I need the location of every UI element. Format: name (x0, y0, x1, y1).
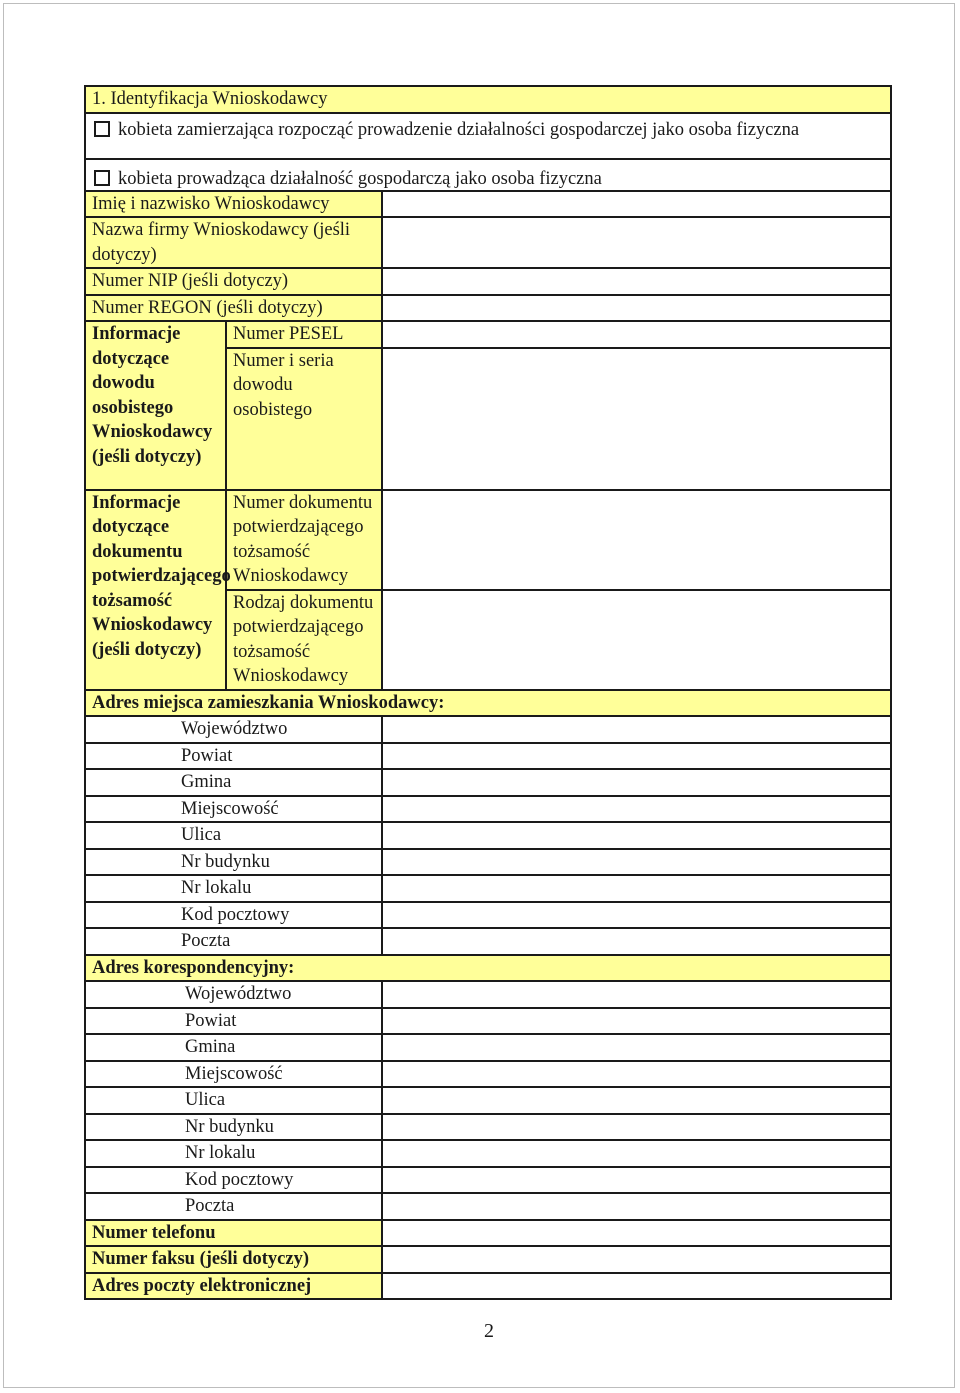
correspondence-input-postal-code[interactable] (382, 1167, 891, 1194)
label-nip: Numer NIP (jeśli dotyczy) (85, 268, 382, 295)
correspondence-label-building: Nr budynku (85, 1114, 382, 1141)
correspondence-input-post-office[interactable] (382, 1193, 891, 1220)
residence-label-county: Powiat (85, 743, 382, 770)
option-row-running-business (85, 159, 891, 191)
input-phone[interactable] (382, 1220, 891, 1247)
label-company-name: Nazwa firmy Wnioskodawcy (jeśli dotyczy) (85, 217, 382, 268)
label-fax: Numer faksu (jeśli dotyczy) (85, 1246, 382, 1273)
input-pesel[interactable] (382, 321, 891, 348)
label-regon: Numer REGON (jeśli dotyczy) (85, 295, 382, 322)
correspondence-input-building[interactable] (382, 1114, 891, 1141)
correspondence-label-post-office: Poczta (85, 1193, 382, 1220)
label-identity-doc-number: Numer dokumentu potwierdzającego tożsamość Wnioskodawcy (226, 490, 382, 590)
id-card-group-label: Informacje dotyczące dowodu osobistego Wnioskodawcy (jeśli dotyczy) (85, 321, 226, 490)
option-row-starting-business (85, 113, 891, 159)
residence-input-apartment[interactable] (382, 875, 891, 902)
label-pesel: Numer PESEL (226, 321, 382, 348)
residence-label-city: Miejscowość (85, 796, 382, 823)
residence-label-street: Ulica (85, 822, 382, 849)
correspondence-label-street: Ulica (85, 1087, 382, 1114)
correspondence-label-city: Miejscowość (85, 1061, 382, 1088)
input-company-name[interactable] (382, 217, 891, 268)
residence-label-postal-code: Kod pocztowy (85, 902, 382, 929)
input-identity-doc-number[interactable] (382, 490, 891, 590)
residence-input-post-office[interactable] (382, 928, 891, 955)
residence-input-postal-code[interactable] (382, 902, 891, 929)
option-label-starting-business: kobieta zamierzająca rozpocząć prowadzenie działalności gospodarczej jako osoba fizyczna (118, 119, 800, 140)
correspondence-label-postal-code: Kod pocztowy (85, 1167, 382, 1194)
input-fax[interactable] (382, 1246, 891, 1273)
input-email[interactable] (382, 1273, 891, 1300)
label-full-name: Imię i nazwisko Wnioskodawcy (85, 191, 382, 218)
option-label-running-business: kobieta prowadząca działalność gospodarczą jako osoba fizyczna (118, 168, 602, 189)
input-regon[interactable] (382, 295, 891, 322)
correspondence-input-street[interactable] (382, 1087, 891, 1114)
residence-label-voivodeship: Województwo (85, 716, 382, 743)
residence-label-building: Nr budynku (85, 849, 382, 876)
label-phone: Numer telefonu (85, 1220, 382, 1247)
input-id-card-number[interactable] (382, 348, 891, 490)
correspondence-label-apartment: Nr lokalu (85, 1140, 382, 1167)
correspondence-label-county: Powiat (85, 1008, 382, 1035)
applicant-identification-form (84, 85, 892, 1300)
residence-input-voivodeship[interactable] (382, 716, 891, 743)
residence-address-header: Adres miejsca zamieszkania Wnioskodawcy: (85, 690, 891, 717)
checkbox-starting-business[interactable] (94, 121, 110, 137)
residence-label-apartment: Nr lokalu (85, 875, 382, 902)
input-nip[interactable] (382, 268, 891, 295)
identity-doc-group-label: Informacje dotyczące dokumentu potwierdzającego tożsamość Wnioskodawcy (jeśli dotyczy) (85, 490, 226, 690)
label-id-card-number: Numer i seria dowodu osobistego (226, 348, 382, 490)
correspondence-label-voivodeship: Województwo (85, 981, 382, 1008)
residence-input-county[interactable] (382, 743, 891, 770)
correspondence-address-header: Adres korespondencyjny: (85, 955, 891, 982)
label-email: Adres poczty elektronicznej (85, 1273, 382, 1300)
correspondence-label-commune: Gmina (85, 1034, 382, 1061)
correspondence-input-voivodeship[interactable] (382, 981, 891, 1008)
page-number: 2 (484, 1320, 494, 1342)
residence-label-post-office: Poczta (85, 928, 382, 955)
correspondence-input-county[interactable] (382, 1008, 891, 1035)
label-identity-doc-type: Rodzaj dokumentu potwierdzającego tożsamość Wnioskodawcy (226, 590, 382, 690)
correspondence-input-commune[interactable] (382, 1034, 891, 1061)
correspondence-input-apartment[interactable] (382, 1140, 891, 1167)
residence-input-building[interactable] (382, 849, 891, 876)
input-identity-doc-type[interactable] (382, 590, 891, 690)
residence-input-commune[interactable] (382, 769, 891, 796)
checkbox-running-business[interactable] (94, 170, 110, 186)
residence-input-street[interactable] (382, 822, 891, 849)
section-title: 1. Identyfikacja Wnioskodawcy (85, 86, 891, 113)
residence-label-commune: Gmina (85, 769, 382, 796)
residence-input-city[interactable] (382, 796, 891, 823)
correspondence-input-city[interactable] (382, 1061, 891, 1088)
input-full-name[interactable] (382, 191, 891, 218)
